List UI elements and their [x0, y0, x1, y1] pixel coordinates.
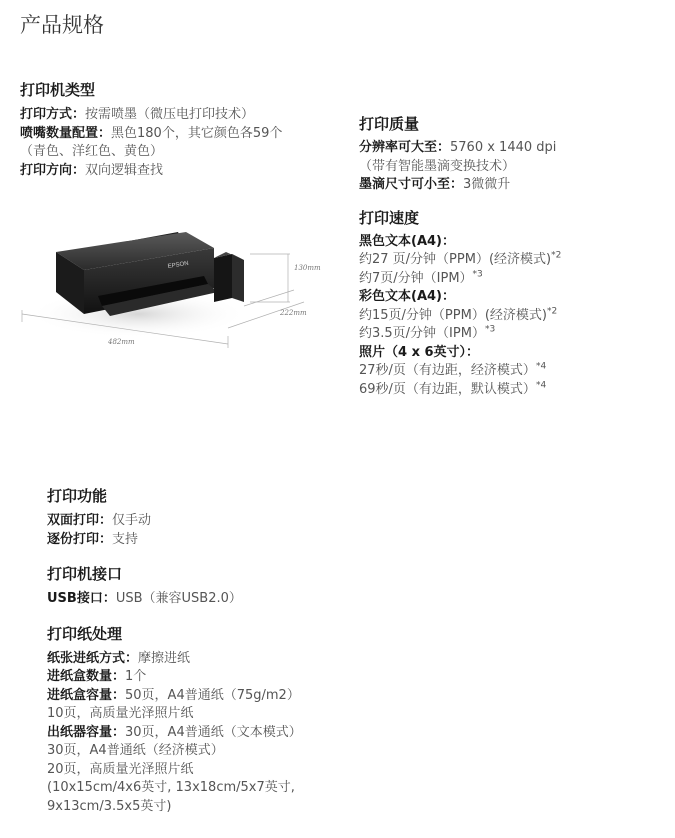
- spec-output-economy: [47, 742, 647, 761]
- spec-tray-count: [47, 668, 647, 687]
- spec-value: 27秒/页（有边距，经济模式）: [359, 363, 536, 378]
- spec-tray-capacity: [47, 687, 647, 706]
- spec-key: 分辨率可大至：: [359, 140, 451, 155]
- spec-key: 双面打印：: [47, 513, 113, 528]
- spec-key: 进纸盒容量：: [47, 687, 126, 703]
- speed-photo-default: [359, 381, 669, 400]
- spec-value: 约15页/分钟（PPM）(经济模式): [359, 307, 547, 323]
- spec-key: 进纸盒数量：: [47, 669, 126, 684]
- spec-value: 约3.5页/分钟（IPM）: [359, 326, 485, 341]
- dimension-width: 482mm: [108, 338, 135, 346]
- footnote-mark: *2: [551, 250, 562, 261]
- spec-value: 69秒/页（有边距，默认模式）: [359, 381, 536, 397]
- speed-black-ppm: [359, 251, 669, 270]
- spec-value: 双向逻辑查找: [85, 162, 164, 178]
- spec-print-direction: [20, 162, 350, 181]
- spec-value: 摩擦进纸: [138, 650, 191, 666]
- spec-continuation: 10页，高质量光泽照片纸: [47, 706, 194, 721]
- right-column: [359, 115, 669, 399]
- print-speed-heading: 打印速度: [359, 208, 420, 227]
- printer-type-heading: 打印机类型: [20, 81, 96, 99]
- speed-color-ppm: [359, 307, 669, 326]
- spec-key: USB接口：: [47, 591, 116, 606]
- spec-value: 3微微升: [463, 177, 511, 192]
- spec-continuation: 20页，高质量光泽照片纸: [47, 761, 194, 777]
- spec-key: 逐份打印：: [47, 531, 113, 547]
- spec-value: 50页，A4普通纸（75g/m2）: [125, 687, 300, 703]
- bottom-column: [47, 487, 647, 816]
- spec-value: 仅手动: [112, 513, 152, 528]
- spec-continuation: 30页，A4普通纸（经济模式）: [47, 743, 224, 758]
- spec-value: 黑色180个，其它颜色各59个: [111, 125, 283, 141]
- speed-photo-label: [359, 344, 669, 363]
- paper-handling-heading: 打印纸处理: [47, 624, 123, 643]
- spec-nozzle-colors: [20, 143, 350, 162]
- dimension-height: 130mm: [294, 264, 321, 272]
- spec-output-sizes-cont: [47, 798, 647, 817]
- spec-value: 按需喷墨（微压电打印技术）: [85, 107, 255, 122]
- spec-value: 1个: [125, 669, 147, 684]
- brand-logo: EPSON: [167, 260, 190, 270]
- speed-photo-economy: [359, 362, 669, 381]
- spec-continuation: (10x15cm/4x6英寸, 13x18cm/5x7英寸,: [47, 780, 295, 795]
- dimension-depth: 222mm: [280, 309, 307, 317]
- spec-resolution-note: [359, 158, 669, 177]
- spec-tray-capacity-photo: [47, 705, 647, 724]
- spec-collate: [47, 531, 647, 550]
- spec-key: 喷嘴数量配置：: [20, 125, 112, 141]
- footnote-mark: *2: [546, 306, 558, 317]
- footnote-mark: *4: [535, 380, 547, 391]
- printer-image: [18, 218, 334, 358]
- spec-value: 约7页/分钟（IPM）: [359, 270, 473, 286]
- spec-duplex: [47, 512, 647, 531]
- spec-continuation: 9x13cm/3.5x5英寸): [47, 798, 172, 814]
- spec-value: 30页，A4普通纸（文本模式）: [125, 724, 302, 740]
- spec-key: 黑色文本(A4)：: [359, 233, 455, 249]
- spec-droplet-size: [359, 176, 669, 195]
- spec-output-sizes: [47, 779, 647, 798]
- spec-value: 5760 x 1440 dpi: [450, 140, 557, 155]
- spec-key: 彩色文本(A4)：: [359, 289, 455, 304]
- speed-black-label: [359, 233, 669, 252]
- interface-heading: 打印机接口: [47, 565, 123, 583]
- spec-key: 出纸器容量：: [47, 724, 126, 740]
- spec-key: 纸张进纸方式：: [47, 650, 139, 666]
- spec-output-capacity: [47, 724, 647, 743]
- print-function-heading: 打印功能: [47, 487, 108, 505]
- spec-print-method: [20, 106, 350, 125]
- spec-feed-method: [47, 650, 647, 669]
- speed-color-ipm: [359, 325, 669, 344]
- spec-value: 约27 页/分钟（PPM）(经济模式): [359, 252, 552, 267]
- page-title: 产品规格: [20, 13, 104, 37]
- speed-black-ipm: [359, 270, 669, 289]
- spec-continuation: （带有智能墨滴变换技术）: [359, 158, 516, 174]
- spec-key: 照片（4 x 6英寸）：: [359, 344, 480, 360]
- speed-color-label: [359, 288, 669, 307]
- printer-type-section: [20, 81, 350, 180]
- spec-key: 打印方向：: [20, 162, 86, 178]
- footnote-mark: *3: [484, 324, 496, 335]
- print-quality-heading: 打印质量: [359, 115, 420, 133]
- spec-continuation: （青色、洋红色、黄色）: [20, 144, 164, 159]
- spec-nozzle-config: [20, 125, 350, 144]
- printer-illustration: [18, 218, 334, 358]
- spec-key: 打印方式：: [20, 107, 86, 122]
- spec-usb: [47, 590, 647, 609]
- spec-resolution: [359, 139, 669, 158]
- footnote-mark: *3: [472, 269, 483, 280]
- footnote-mark: *4: [535, 361, 547, 372]
- spec-output-photo: [47, 761, 647, 780]
- spec-key: 墨滴尺寸可小至：: [359, 177, 464, 192]
- spec-value: USB（兼容USB2.0）: [115, 591, 242, 606]
- spec-value: 支持: [112, 531, 139, 547]
